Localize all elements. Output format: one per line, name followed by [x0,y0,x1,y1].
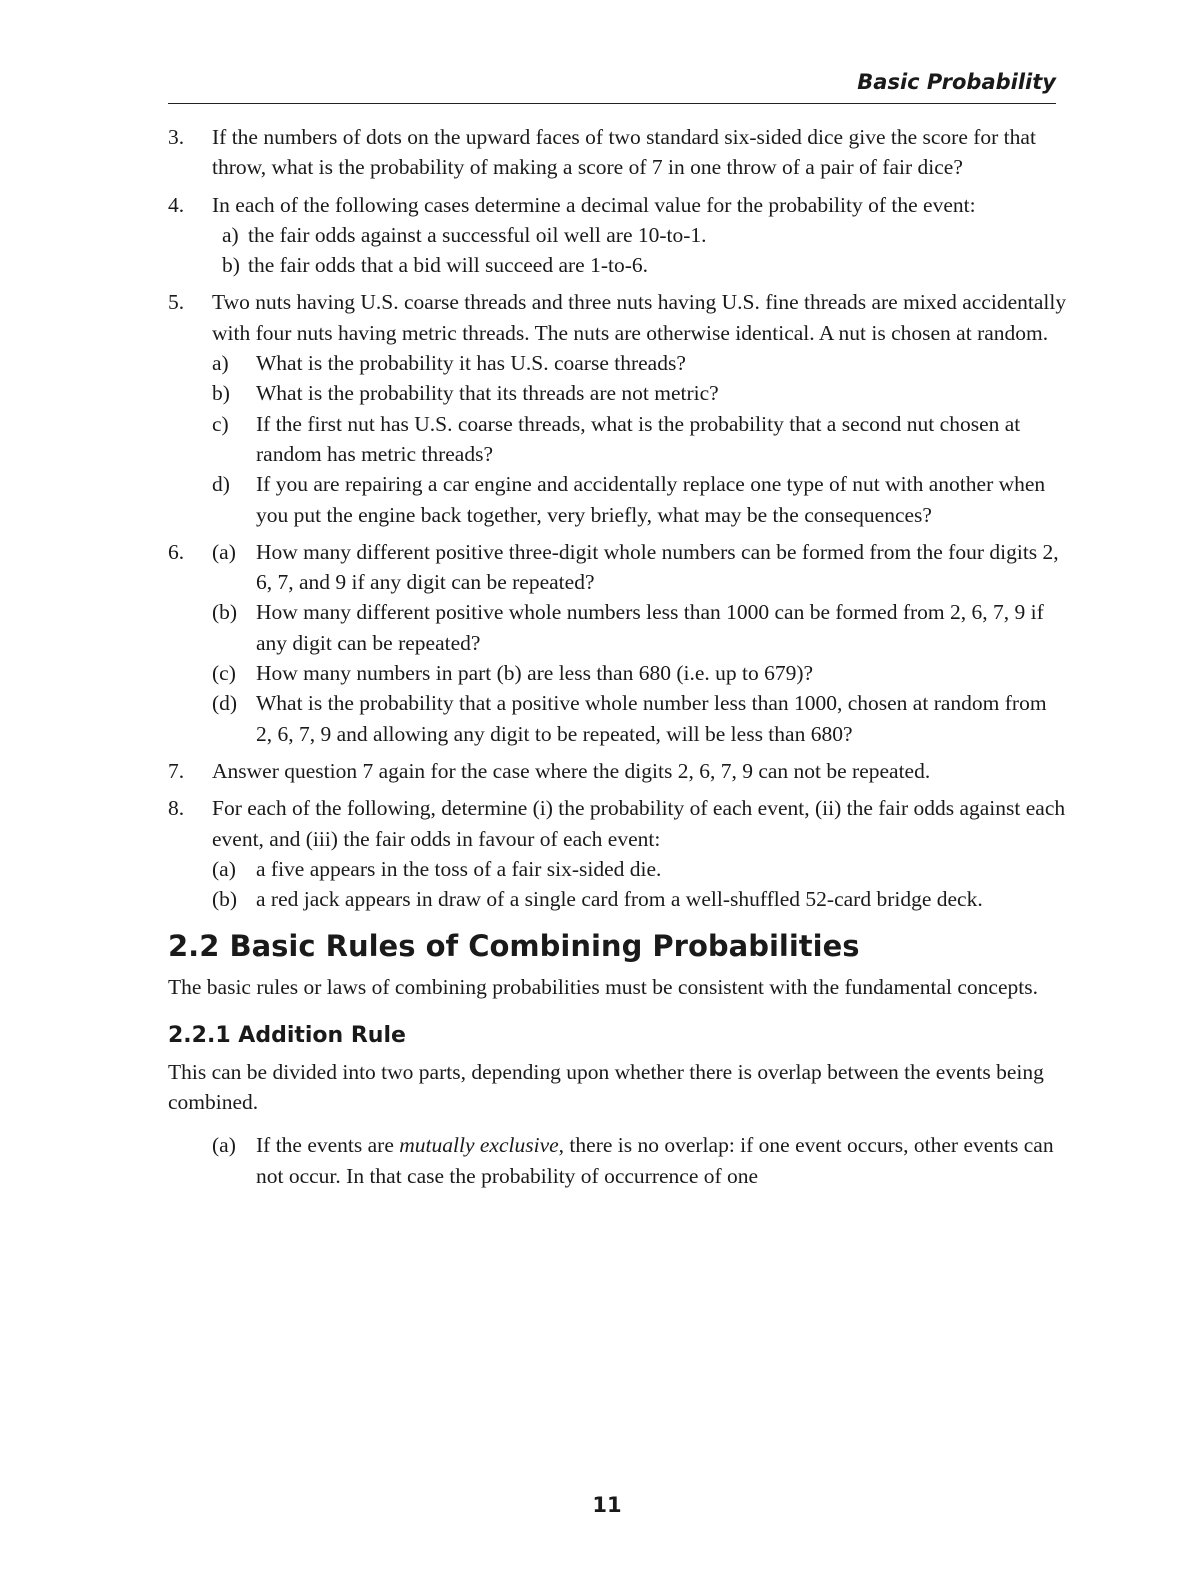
part-text: If the first nut has U.S. coarse threads, what is the probability that a second nut chosen at random has metric threads? [256,411,1021,466]
question-text: If the numbers of dots on the upward faces of two standard six-sided dice give the score for that throw, what is the probability of making a score of 7 in one throw of a pair of fair dice? [212,125,1036,180]
part-label: b) [222,253,240,278]
question-part [212,220,1068,250]
part-text: How many numbers in part (b) are less than 680 (i.e. up to 679)? [256,661,814,686]
question-part [212,658,1068,688]
part-label: (a) [212,539,236,564]
part-text: a five appears in the toss of a fair six-sided die. [256,856,662,881]
part-text: What is the probability that its threads are not metric? [256,381,719,406]
page-body [168,122,1068,1191]
question-number: 8. [168,796,185,821]
part-label: d) [212,472,230,497]
part-text: a red jack appears in draw of a single card from a well-shuffled 52-card bridge deck. [256,887,983,912]
page-number: 11 [592,1493,622,1517]
part-text: the fair odds against a successful oil well are 10-to-1. [248,222,707,247]
addition-rule-item [168,1130,1068,1191]
question-part [212,688,1068,749]
question-text: For each of the following, determine (i) the probability of each event, (ii) the fair odds against each event, and (iii) the fair odds in favour of each event: [212,796,1066,851]
section-heading: 2.2 Basic Rules of Combining Probabilities [168,929,860,964]
question-6 [168,537,1068,749]
header-rule [168,103,1056,104]
question-part [212,537,1068,598]
question-part [212,250,1068,280]
part-text: What is the probability that a positive whole number less than 1000, chosen at random from 2, 6, 7, 9 and allowing any digit to be repeated, will be less than 680? [256,691,1047,746]
question-number: 6. [168,539,185,564]
part-text: the fair odds that a bid will succeed are 1-to-6. [248,253,648,278]
part-text: How many different positive three-digit whole numbers can be formed from the four digits 2, 6, 7, and 9 if any digit can be repeated? [256,539,1059,595]
part-label: c) [212,411,229,436]
question-part [212,409,1068,470]
question-number: 4. [168,192,185,217]
question-text: Answer question 7 again for the case where the digits 2, 6, 7, 9 can not be repeated. [212,758,931,783]
rule-emphasis: mutually exclusive [399,1133,559,1158]
question-4 [168,190,1068,281]
question-part [212,854,1068,884]
rule-text-after: , there is no overlap: if one event occurs, other events can not occur. In that case the probability of occurrence of one [256,1133,1054,1188]
subsection-intro: This can be divided into two parts, depending upon whether there is overlap between the events being combined. [168,1059,1044,1115]
question-7 [168,756,1068,786]
subsection-heading: 2.2.1 Addition Rule [168,1022,406,1048]
question-text: In each of the following cases determine a decimal value for the probability of the event: [212,192,976,217]
part-text: If you are repairing a car engine and accidentally replace one type of nut with another when you put the engine back together, very briefly, what may be the consequences? [256,472,1046,527]
part-label: (b) [212,600,238,625]
running-title: Basic Probability [857,70,1056,94]
question-3 [168,122,1068,183]
part-label: a) [212,351,229,376]
question-part [212,597,1068,658]
rule-label: (a) [212,1133,236,1158]
part-label: (b) [212,887,238,912]
part-text: What is the probability it has U.S. coarse threads? [256,351,686,376]
question-part [212,884,1068,914]
part-label: a) [222,222,239,247]
part-label: (c) [212,661,236,686]
question-text: Two nuts having U.S. coarse threads and three nuts having U.S. fine threads are mixed accidentally with four nuts having metric threads. The nuts are otherwise identical. A nut is chosen at random. [212,290,1067,345]
part-label: b) [212,381,230,406]
section-intro: The basic rules or laws of combining probabilities must be consistent with the fundamental concepts. [168,975,1038,1000]
part-text: How many different positive whole numbers less than 1000 can be formed from 2, 6, 7, 9 if any digit can be repeated? [256,600,1044,655]
part-label: (a) [212,856,236,881]
question-part [212,469,1068,530]
question-5 [168,287,1068,529]
rule-text-before: If the events are [256,1133,400,1158]
question-number: 5. [168,290,185,315]
question-part [212,378,1068,408]
question-part [212,348,1068,378]
part-label: (d) [212,691,238,716]
question-8 [168,793,1068,914]
question-number: 7. [168,758,185,783]
question-number: 3. [168,125,185,149]
